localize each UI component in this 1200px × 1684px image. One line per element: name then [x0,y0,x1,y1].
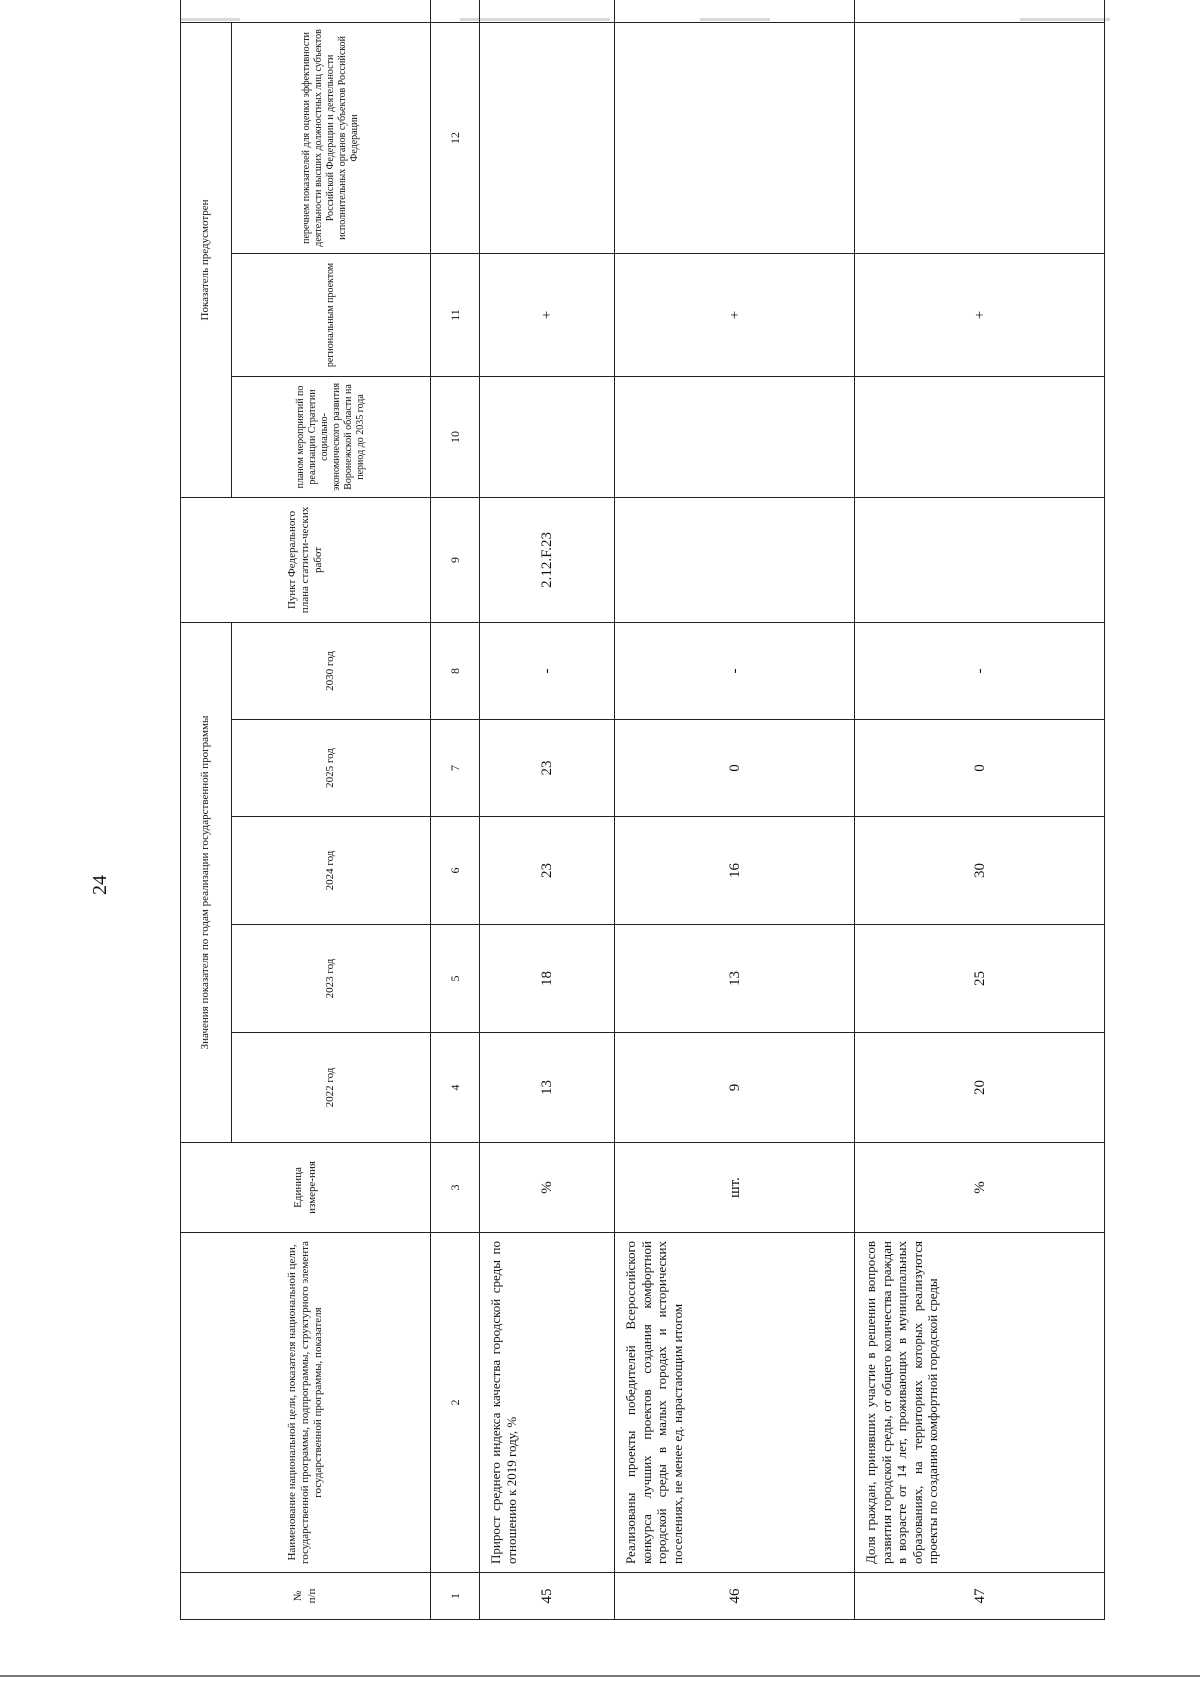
header-plan-measures: планом мероприятий по реализации Стратегии социально-экономического развития Воронежской области на период до 2035 года [231,376,430,497]
column-number: 8 [431,622,480,719]
row-value-2023: 25 [855,925,1105,1033]
column-number: 3 [431,1143,480,1233]
header-year: 2025 год [231,720,430,817]
row-federal-plan: 2.12.F.23 [480,497,615,622]
column-number: 12 [431,22,480,253]
row-value-2025: 0 [855,720,1105,817]
row-unit: % [480,1143,615,1233]
indicators-table [180,0,1105,1620]
header-national-goal-link [181,0,431,22]
column-number: 5 [431,925,480,1033]
row-value-2030: - [615,622,855,719]
row-value-2024: 30 [855,817,1105,925]
column-number: 10 [431,376,480,497]
header-year: 2022 год [231,1033,430,1143]
header-unit: Единица измере-ния [181,1143,431,1233]
column-number: 1 [431,1573,480,1620]
header-year: 2030 год [231,622,430,719]
column-number: 4 [431,1033,480,1143]
header-name: Наименование национальной цели, показателя национальной цели, государственной программы, подпрограммы, структурного элемента государственной программы, показателя [181,1233,431,1573]
header-year: 2023 год [231,925,430,1033]
page-number: 24 [89,875,111,895]
row-value-2030: - [480,622,615,719]
row-name: Прирост среднего индекса качества городской среды по отношению к 2019 году, % [480,1233,615,1573]
header-year: 2024 год [231,817,430,925]
row-name: Доля граждан, принявших участие в решении вопросов развития городской среды, от общего количества граждан в возрасте от 14 лет, проживающих в муниципальных образованиях, на территориях которых реализуются проекты по созданию комфортной городской среды [855,1233,1105,1573]
row-value-2024: 16 [615,817,855,925]
row-value-2022: 20 [855,1033,1105,1143]
column-number [431,0,480,22]
row-name: Реализованы проекты победителей Всероссийского конкурса лучших проектов создания комфортной городской среды в малых городах и исторических поселениях, не менее ед. нарастающим итогом [615,1233,855,1573]
row-value-2030: - [855,622,1105,719]
header-provided-group: Показатель предусмотрен [181,22,232,497]
row-plan-measures [615,376,855,497]
row-plan-measures [480,376,615,497]
table-row [480,0,615,1620]
row-num: 47 [855,1573,1105,1620]
header-regional-project: региональным проектом [231,253,430,376]
row-regional-project: + [855,253,1105,376]
column-number-row [431,0,480,1620]
column-number: 7 [431,720,480,817]
row-num: 45 [480,1573,615,1620]
row-national-goal-link [855,0,1105,22]
row-unit: % [855,1143,1105,1233]
row-performance-list [615,22,855,253]
row-value-2022: 9 [615,1033,855,1143]
row-performance-list [855,22,1105,253]
row-regional-project: + [615,253,855,376]
row-unit: шт. [615,1143,855,1233]
row-federal-plan [615,497,855,622]
row-plan-measures [855,376,1105,497]
column-number: 6 [431,817,480,925]
column-number: 2 [431,1233,480,1573]
column-number: 11 [431,253,480,376]
row-value-2022: 13 [480,1033,615,1143]
row-national-goal-link [615,0,855,22]
row-value-2023: 13 [615,925,855,1033]
rotated-table-frame [180,29,1105,1620]
table-row [615,0,855,1620]
table-row [855,0,1105,1620]
header-federal-plan: Пункт Федерального плана статисти-ческих работ [181,497,431,622]
row-value-2023: 18 [480,925,615,1033]
column-number: 9 [431,497,480,622]
row-value-2025: 23 [480,720,615,817]
header-values-group: Значения показателя по годам реализации государственной программы [181,622,232,1142]
row-federal-plan [855,497,1105,622]
row-regional-project: + [480,253,615,376]
header-performance-list: перечнем показателей для оценки эффективности деятельности высших должностных лиц субъектов Российской Федерации и деятельности исполнительных органов субъектов Российской Федерации [231,22,430,253]
header-num: № п/п [181,1573,431,1620]
row-national-goal-link [480,0,615,22]
row-value-2024: 23 [480,817,615,925]
scan-bottom-line [0,1675,1200,1677]
row-value-2025: 0 [615,720,855,817]
row-num: 46 [615,1573,855,1620]
row-performance-list [480,22,615,253]
header-row-1 [181,0,232,1620]
